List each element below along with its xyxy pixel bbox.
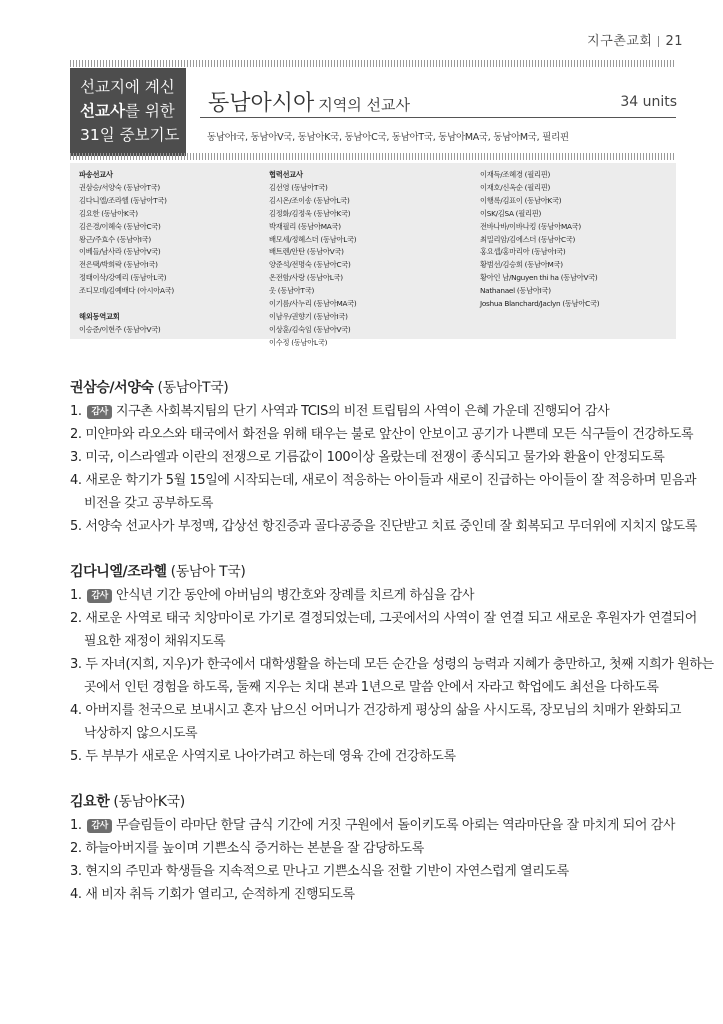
prayer-item-continuation: 낙상하지 않으시도록 <box>84 726 198 741</box>
prayer-section <box>70 376 697 538</box>
side-title-line3: 31일 중보기도 <box>80 126 180 144</box>
roster-entry: 최밀리암/김에스더 (동남아C국) <box>480 234 576 244</box>
missionary-name-heading: 권삼승/서양숙 (동남아T국) <box>70 380 229 396</box>
roster-entry: 왕근/주효수 (동남아I국) <box>79 234 151 244</box>
roster-column-partner-cont <box>480 169 599 311</box>
roster-entry: 해외동역교회 <box>79 311 120 321</box>
prayer-item: 3. 현지의 주민과 학생들을 지속적으로 만나고 기쁜소식을 전할 기반이 자연스럽게 열리도록 <box>70 864 569 879</box>
prayer-item: 2. 하늘아버지를 높이며 기쁜소식 증거하는 본분을 잘 감당하도록 <box>70 841 424 856</box>
roster-entry: 이기름/사누리 (동남아MA국) <box>269 299 357 309</box>
roster-column-sent <box>79 169 174 337</box>
side-title-line2: 선교사를 위한 <box>80 102 175 120</box>
country-list: 동남아I국, 동남아V국, 동남아K국, 동남아C국, 동남아T국, 동남아MA국, 동남아M국, 필리핀 <box>207 132 569 143</box>
dotted-rule-mid <box>70 153 676 160</box>
roster-entry: 김다니엘/조라헬 (동남아T국) <box>79 195 167 205</box>
prayer-item-continuation: 필요한 재정이 채워지도록 <box>84 634 226 649</box>
missionary-name-heading: 김다니엘/조라헬 (동남아 T국) <box>70 564 246 580</box>
roster-entry: 조디모데/김예배다 (아시아A국) <box>79 286 174 296</box>
prayer-item: 3. 미국, 이스라엘과 이란의 전쟁으로 기름값이 100이상 올랐는데 전쟁이 종식되고 물가와 환율이 안정되도록 <box>70 450 665 465</box>
page-header <box>587 30 683 49</box>
roster-entry: 이재호/신옥순 (필리핀) <box>480 182 551 192</box>
roster-entry: 박재필리 (동남아MA국) <box>269 221 341 231</box>
roster-entry: 김시온/조이송 (동남아L국) <box>269 195 350 205</box>
prayer-item: 4. 새로운 학기가 5월 15일에 시작되는데, 새로이 적응하는 아이들과 새로이 진급하는 아이들이 잘 적응하며 믿음과 <box>70 473 697 488</box>
units-count: 34 units <box>620 94 677 110</box>
roster-spacer <box>79 298 174 311</box>
roster-entry: 황범선/김승희 (동남아M국) <box>480 260 563 270</box>
region-title <box>208 86 410 117</box>
prayer-item: 1. 감사 무슬림들이 라마단 한달 금식 기간에 거짓 구원에서 돌이키도록 아뢰는 역라마단을 잘 마치게 되어 감사 <box>70 818 676 833</box>
prayer-item: 5. 서양숙 선교사가 부정맥, 갑상선 항진증과 골다공증을 진단받고 치료 중인데 잘 회복되고 무더위에 지치지 않도록 <box>70 519 697 534</box>
roster-entry: 이행록/김표이 (동남아K국) <box>480 195 562 205</box>
side-title-box <box>70 68 186 156</box>
prayer-item-continuation: 곳에서 인턴 경험을 하도록, 둘째 지우는 치대 본과 1년으로 말씀 안에서 자라고 학업에도 최선을 다하도록 <box>84 680 659 695</box>
thanks-badge: 감사 <box>87 405 112 419</box>
roster-entry: 이베들/남사라 (동남아V국) <box>79 247 161 257</box>
prayer-item: 4. 새 비자 취득 기회가 열리고, 순적하게 진행되도록 <box>70 887 355 902</box>
title-rule <box>200 117 676 118</box>
page-number: 21 <box>665 34 683 49</box>
prayer-item: 3. 두 자녀(지희, 지우)가 한국에서 대학생활을 하는데 모든 순간을 성령의 능력과 지혜가 충만하고, 첫째 지희가 원하는 <box>70 657 714 672</box>
dotted-rule-top <box>70 60 676 67</box>
roster-entry: 협력선교사 <box>269 170 303 179</box>
roster-column-partner <box>269 169 356 350</box>
roster-entry: 김선영 (동남아T국) <box>269 182 328 192</box>
roster-entry: 김정화/김정욱 (동남아K국) <box>269 208 351 218</box>
prayer-section <box>70 560 714 768</box>
roster-entry: 권삼승/서양숙 (동남아T국) <box>79 182 160 192</box>
missionary-roster <box>70 163 676 347</box>
roster-entry: 이상훈/김숙임 (동남아V국) <box>269 324 351 334</box>
prayer-item: 2. 미얀마와 라오스와 태국에서 화전을 위해 태우는 불로 앞산이 안보이고 공기가 나쁜데 모든 식구들이 건강하도록 <box>70 427 694 442</box>
roster-entry: 옷 (동남아T국) <box>269 286 315 296</box>
thanks-badge: 감사 <box>87 819 112 833</box>
roster-entry: 온전함/사랑 (동남아L국) <box>269 273 343 283</box>
roster-entry: 이승준/이현주 (동남아V국) <box>79 324 161 334</box>
roster-entry: 이SK/김SA (필리핀) <box>480 208 541 218</box>
roster-entry: 배모세/정혜스더 (동남아L국) <box>269 234 357 244</box>
roster-entry: 홍요셉/홍마리아 (동남아I국) <box>480 247 566 257</box>
prayer-item: 1. 감사 안식년 기간 동안에 아버님의 병간호와 장례를 치르게 하심을 감사 <box>70 588 475 603</box>
roster-entry: Nathanael (동남아I국) <box>480 286 551 296</box>
roster-entry: 양준석/전명숙 (동남아C국) <box>269 260 351 270</box>
roster-entry: 정태이삭/강예리 (동남아L국) <box>79 273 167 283</box>
header-divider <box>658 36 659 47</box>
prayer-item-continuation: 비전을 갖고 공부하도록 <box>84 496 214 511</box>
thanks-badge: 감사 <box>87 589 112 603</box>
roster-entry: 배트렌/안탄 (동남아V국) <box>269 247 344 257</box>
roster-entry: 이재득/조혜경 (필리핀) <box>480 170 551 179</box>
roster-entry: 황아인 남/Nguyen thi ha (동남아V국) <box>480 273 598 283</box>
prayer-item: 1. 감사 지구촌 사회복지팀의 단기 사역과 TCIS의 비전 트립팀의 사역이 은혜 가운데 진행되어 감사 <box>70 404 610 419</box>
prayer-content <box>70 376 714 928</box>
roster-entry: 김은경/이혜숙 (동남아C국) <box>79 221 161 231</box>
roster-entry: 김요한 (동남아K국) <box>79 208 138 218</box>
prayer-item: 2. 새로운 사역로 태국 치앙마이로 가기로 결정되었는데, 그곳에서의 사역이 잘 연결 되고 새로운 후원자가 연결되어 <box>70 611 697 626</box>
missionary-name-heading: 김요한 (동남아K국) <box>70 794 185 810</box>
prayer-section <box>70 790 676 906</box>
roster-entry: 전바나바/이바나킹 (동남아MA국) <box>480 221 581 231</box>
prayer-item: 5. 두 부부가 새로운 사역지로 나아가려고 하는데 영육 간에 건강하도록 <box>70 749 456 764</box>
roster-entry: 전은택/박희락 (동남아I국) <box>79 260 158 270</box>
prayer-item: 4. 아버지를 천국으로 보내시고 혼자 남으신 어머니가 건강하게 평상의 삶을 사시도록, 장모님의 치매가 완화되고 <box>70 703 681 718</box>
region-subtitle: 지역의 선교사 <box>318 96 410 114</box>
roster-entry: 이수정 (동남아L국) <box>269 337 328 347</box>
running-title: 지구촌교회 <box>587 34 653 49</box>
roster-entry: 이남우/권향기 (동남아I국) <box>269 311 348 321</box>
roster-entry: 파송선교사 <box>79 170 113 179</box>
roster-entry: Joshua Blanchard/Jaclyn (동남아C국) <box>480 299 600 309</box>
side-title-line1: 선교지에 계신 <box>80 78 175 96</box>
region-name: 동남아시아 <box>208 91 315 116</box>
